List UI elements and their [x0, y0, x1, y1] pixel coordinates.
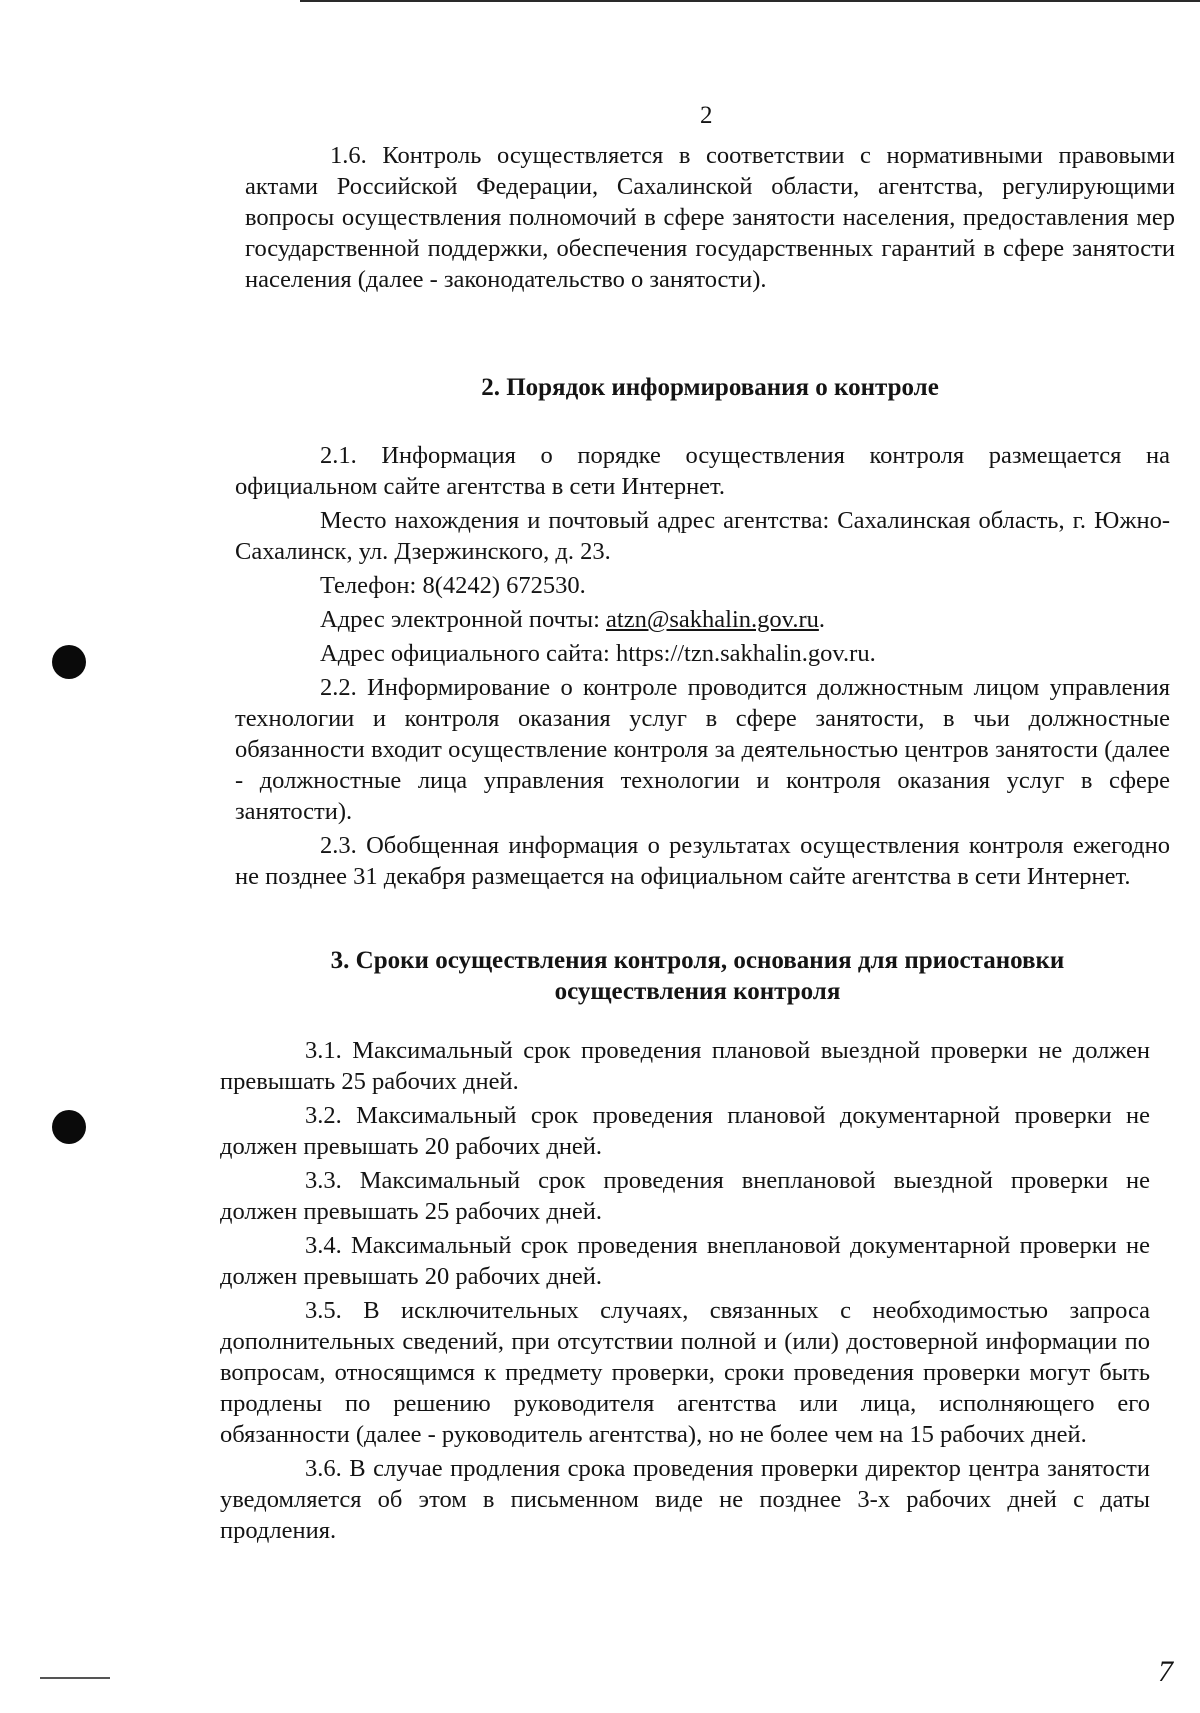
section-3-title-line: осуществления контроля	[554, 978, 841, 1005]
page-number: 2	[700, 102, 713, 129]
margin-mark	[40, 1677, 110, 1679]
handwritten-page-mark: 7	[1158, 1655, 1173, 1688]
email-suffix: .	[818, 606, 825, 633]
section-2-body	[235, 440, 1170, 892]
paragraph-address: Место нахождения и почтовый адрес агентства: Сахалинская область, г. Южно-Сахалинск, ул. Дзержинского, д. 23.	[235, 507, 1170, 565]
paragraph-2-1: 2.1. Информация о порядке осуществления контроля размещается на официальном сайте агентства в сети Интернет.	[235, 442, 1170, 500]
paragraph-3-6: 3.6. В случае продления срока проведения проверки директор центра занятости уведомляется об этом в письменном виде не позднее 3-х рабочих дней с даты продления.	[220, 1455, 1150, 1544]
paragraph-phone: Телефон: 8(4242) 672530.	[320, 572, 586, 599]
paragraph-3-3: 3.3. Максимальный срок проведения внеплановой выездной проверки не должен превышать 25 рабочих дней.	[220, 1167, 1150, 1225]
section-3-title	[230, 945, 1165, 1007]
paragraph-3-1: 3.1. Максимальный срок проведения плановой выездной проверки не должен превышать 25 рабочих дней.	[220, 1037, 1150, 1095]
paragraph-3-2: 3.2. Максимальный срок проведения плановой документарной проверки не должен превышать 20 рабочих дней.	[220, 1102, 1150, 1160]
section-2-title: 2. Порядок информирования о контроле	[481, 374, 939, 401]
top-edge-line	[300, 0, 1200, 2]
paragraph-text: 1.6. Контроль осуществляется в соответствии с нормативными правовыми актами Российской Федерации, Сахалинской области, агентства, регулирующими вопросы осуществления полномочий в сфере занятости населения, предоставления мер государственной поддержки, обеспечения государственных гарантий в сфере занятости населения (далее - законодательство о занятости).	[245, 142, 1175, 293]
paragraph-3-5: 3.5. В исключительных случаях, связанных с необходимостью запроса дополнительных сведений, при отсутствии полной и (или) достоверной информации по вопросам, относящимся к предмету проверки, сроки проведения проверки могут быть продлены по решению руководителя агентства или лица, исполняющего его обязанности (далее - руководитель агентства), но не более чем на 15 рабочих дней.	[220, 1297, 1150, 1448]
section-3-title-line: 3. Сроки осуществления контроля, основания для приостановки	[330, 947, 1065, 974]
email-link[interactable]: atzn@sakhalin.gov.ru	[606, 606, 819, 633]
paragraph-3-4: 3.4. Максимальный срок проведения внеплановой документарной проверки не должен превышать 20 рабочих дней.	[220, 1232, 1150, 1290]
paragraph-email	[235, 604, 1170, 635]
paragraph-site: Адрес официального сайта: https://tzn.sakhalin.gov.ru.	[320, 640, 876, 667]
paragraph-2-3: 2.3. Обобщенная информация о результатах осуществления контроля ежегодно не позднее 31 декабря размещается на официальном сайте агентства в сети Интернет.	[235, 832, 1170, 890]
punch-hole-icon	[52, 645, 86, 679]
paragraph-1-6	[245, 140, 1175, 295]
email-label: Адрес электронной почты:	[320, 606, 607, 633]
paragraph-2-2: 2.2. Информирование о контроле проводится должностным лицом управления технологии и контроля оказания услуг в сфере занятости, в чьи должностные обязанности входит осуществление контроля за деятельностью центров занятости (далее - должностные лица управления технологии и контроля оказания услуг в сфере занятости).	[235, 674, 1170, 825]
punch-hole-icon	[52, 1110, 86, 1144]
section-3-body	[220, 1035, 1150, 1546]
